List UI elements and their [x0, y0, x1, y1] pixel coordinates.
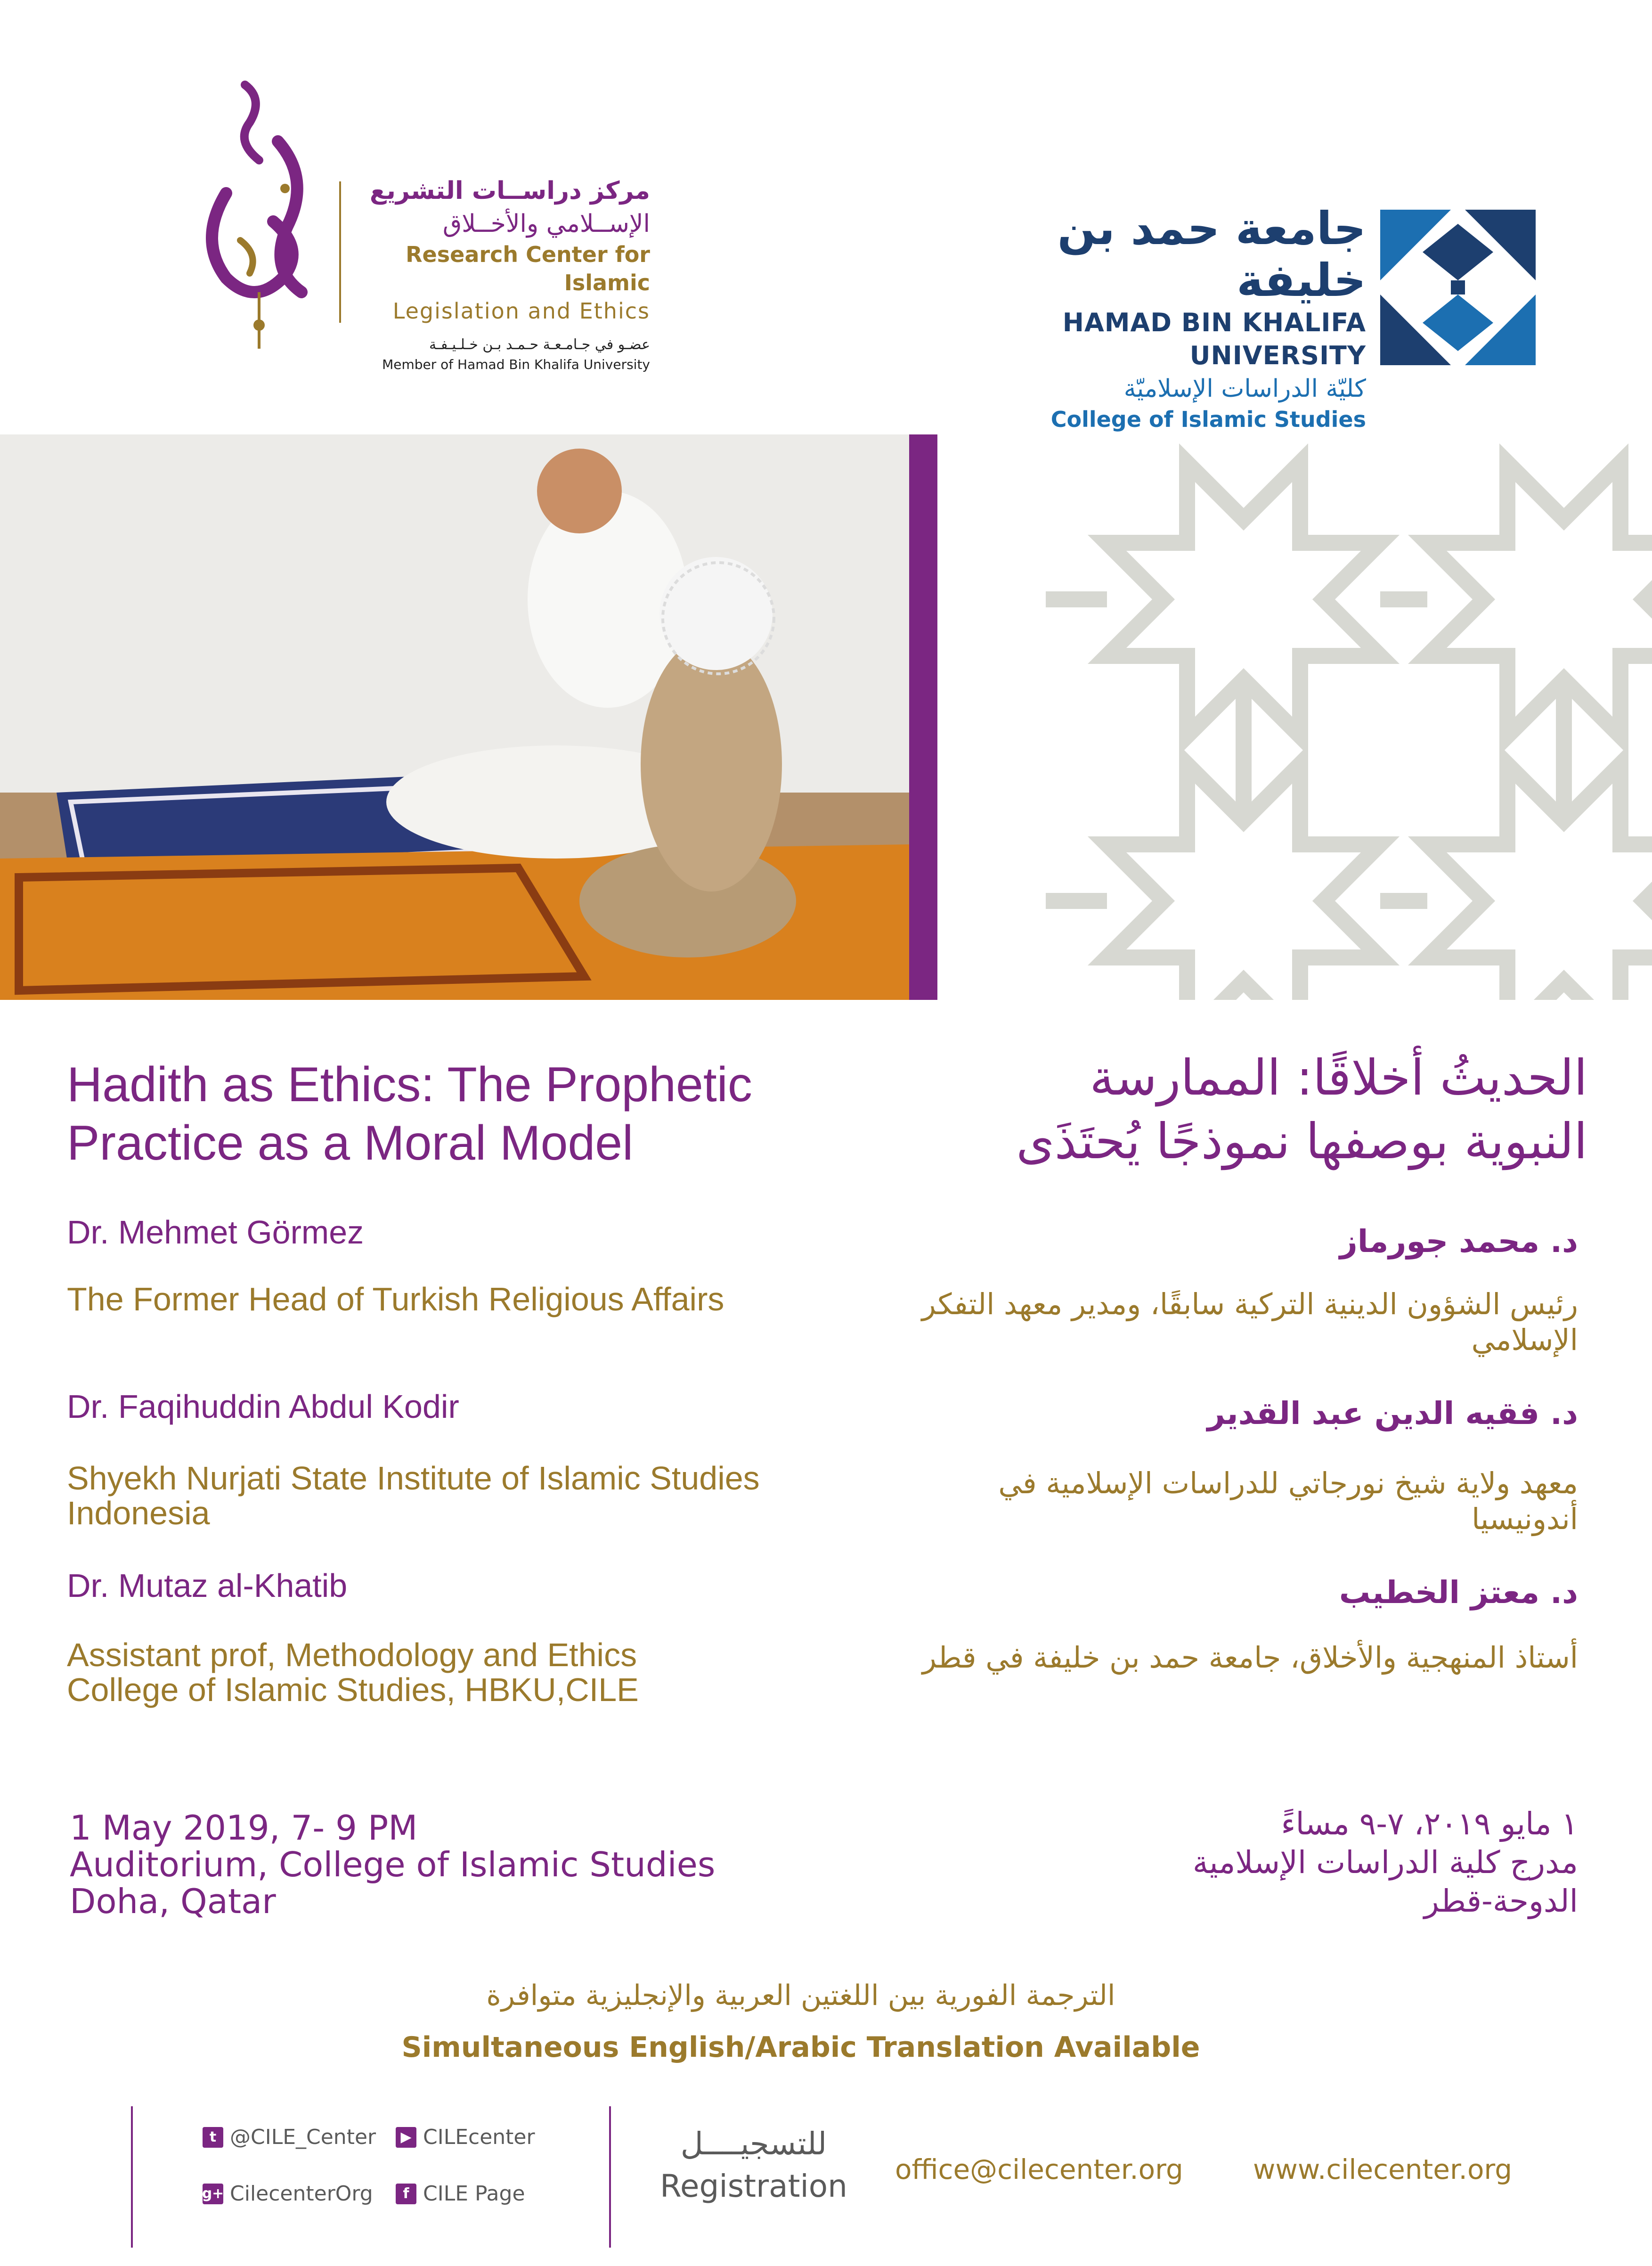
prayer-photo: [0, 434, 909, 1000]
hbku-name-en: HAMAD BIN KHALIFA UNIVERSITY: [1062, 308, 1366, 370]
twitter-handle: @CILE_Center: [230, 2125, 376, 2149]
registration-label-en[interactable]: Registration: [660, 2168, 847, 2204]
cile-calligraphy-logo: [188, 71, 344, 353]
hbku-college-ar: كليّة الدراسات الإسلاميّة: [1123, 375, 1366, 403]
event-venue-ar: مدرج كلية الدراسات الإسلامية: [1192, 1844, 1578, 1881]
cile-name-en-1: Research Center for Islamic: [406, 242, 650, 295]
speaker-3-affiliation-en-line2: College of Islamic Studies, HBKU,CILE: [67, 1671, 639, 1708]
cile-name-ar-1: مركز دراســات التشريع: [369, 177, 650, 205]
speaker-2-name-en: Dr. Faqihuddin Abdul Kodir: [67, 1388, 459, 1425]
speaker-2-name-ar: د. فقيه الدين عبد القدير: [1207, 1395, 1578, 1432]
speaker-3-affiliation-ar: أستاذ المنهجية والأخلاق، جامعة حمد بن خليفة في قطر: [922, 1640, 1578, 1675]
event-date-en: 1 May 2019, 7- 9 PM: [70, 1808, 418, 1848]
googleplus-link[interactable]: [203, 2182, 373, 2206]
cile-member-ar: عضـو في جـامـعـة حـمـد بـن خـلـيـفـة: [429, 336, 650, 353]
facebook-link[interactable]: [396, 2182, 525, 2206]
speaker-1-affiliation-ar: رئيس الشؤون الدينية التركية سابقًا، ومدير معهد التفكر الإسلامي: [921, 1287, 1578, 1357]
event-date-ar: ١ مايو ٢٠١٩، ٧-٩ مساءً: [1281, 1806, 1578, 1842]
hbku-name-ar: جامعة حمد بن خليفة: [1057, 202, 1366, 307]
speaker-1-affiliation-en: The Former Head of Turkish Religious Affairs: [67, 1281, 724, 1317]
speaker-3-name-ar: د. معتز الخطيب: [1339, 1574, 1578, 1611]
hbku-geometric-logo: [1380, 210, 1536, 365]
speaker-1-name-ar: د. محمد جورماز: [1339, 1223, 1578, 1260]
speaker-3-affiliation-en: [67, 1637, 868, 1707]
cile-member-en: Member of Hamad Bin Khalifa University: [382, 357, 650, 372]
translation-note-ar: الترجمة الفورية بين اللغتين العربية والإنجليزية متوافرة: [486, 1979, 1115, 2012]
footer-divider-middle: [609, 2106, 611, 2248]
event-title-ar-line2: النبوية بوصفها نموذجًا يُحتَذَى: [1016, 1113, 1587, 1170]
cile-name-en-2: Legislation and Ethics: [392, 298, 650, 324]
event-city-en: Doha, Qatar: [70, 1882, 276, 1921]
event-title-en-line2: Practice as a Moral Model: [67, 1116, 634, 1170]
speaker-3-affiliation-en-line1: Assistant prof, Methodology and Ethics: [67, 1636, 637, 1673]
twitter-link[interactable]: [203, 2125, 376, 2149]
event-venue-en: Auditorium, College of Islamic Studies: [70, 1845, 716, 1884]
event-details-en: [70, 1809, 776, 1920]
googleplus-icon: g+: [203, 2184, 223, 2204]
event-title-ar: [895, 1046, 1587, 1173]
hbku-college-en: College of Islamic Studies: [1050, 407, 1366, 432]
youtube-icon: ▶: [396, 2127, 416, 2148]
footer-divider-left: [131, 2106, 133, 2248]
youtube-link[interactable]: [396, 2125, 535, 2149]
googleplus-handle: CilecenterOrg: [230, 2182, 373, 2206]
contact-email[interactable]: office@cilecenter.org: [895, 2153, 1183, 2185]
event-details-ar: [966, 1805, 1578, 1921]
website-link[interactable]: www.cilecenter.org: [1253, 2153, 1513, 2185]
event-title-ar-line1: الحديثُ أخلاقًا: الممارسة: [1090, 1049, 1587, 1106]
twitter-icon: t: [203, 2127, 223, 2148]
photo-accent-bar: [909, 434, 937, 1000]
speaker-2-affiliation-ar: معهد ولاية شيخ نورجاتي للدراسات الإسلامية في أندونيسيا: [998, 1466, 1578, 1536]
facebook-icon: f: [396, 2184, 416, 2204]
islamic-geometric-pattern: [1046, 434, 1652, 1000]
translation-note-en: Simultaneous English/Arabic Translation Available: [401, 2031, 1200, 2064]
cile-name-ar-2: الإســلامي والأخــلاق: [442, 210, 650, 238]
speaker-2-affiliation-en: Shyekh Nurjati State Institute of Islamic Studies Indonesia: [67, 1460, 760, 1531]
cile-logo-text: [339, 174, 650, 374]
event-title-en-line1: Hadith as Ethics: The Prophetic: [67, 1057, 752, 1112]
hbku-logo-text: [919, 203, 1366, 434]
youtube-handle: CILEcenter: [423, 2125, 535, 2149]
speaker-3-name-en: Dr. Mutaz al-Khatib: [67, 1567, 348, 1604]
speaker-1-name-en: Dr. Mehmet Görmez: [67, 1214, 364, 1251]
event-city-ar: الدوحة-قطر: [1424, 1883, 1578, 1919]
facebook-handle: CILE Page: [423, 2182, 525, 2206]
event-title-en: [67, 1055, 821, 1172]
registration-label-ar[interactable]: للتسجيــــل: [680, 2126, 827, 2162]
